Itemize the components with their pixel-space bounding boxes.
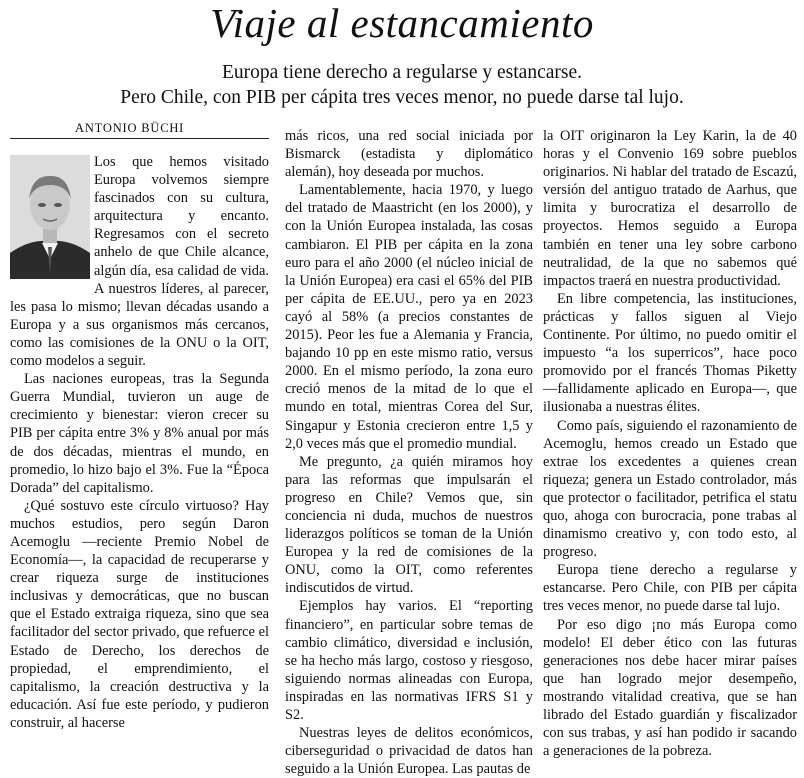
author-portrait: [10, 155, 90, 279]
deck-line-2: Pero Chile, con PIB per cápita tres veces menor, no puede darse tal lujo.: [120, 87, 684, 108]
paragraph-3-4: Europa tiene derecho a regularse y estancarse. Pero Chile, con PIB per cápita tres veces menor, no puede darse tal lujo.: [543, 562, 797, 615]
paragraph-3-1: la OIT originaron la Ley Karin, la de 40 horas y el Convenio 169 sobre pueblos originarios. Ni hablar del tratado de Escazú, versión del antiguo tratado de Aarhus, que limita y burocratiza el desarrollo de proyectos. Hemos seguido a Europa también en tener una ley sobre carbono neutralidad, de la que no sabemos qué impactos traerá en nuestra productividad.: [543, 128, 797, 289]
paragraph-1-1: Los que hemos visitado Europa volvemos siempre fascinados con su cultura, arquitectura y encanto. Regresamos con el secreto anhelo de que Chile alcance, algún día, esa calidad de vida. A nuestros líderes, al parecer, les pasa lo mismo; llevan décadas usando a Europa y a sus organismos más cercanos, como las comisiones de la ONU o la OIT, como modelos a seguir.: [10, 154, 269, 370]
deck-line-1: Europa tiene derecho a regularse y estancarse.: [221, 62, 583, 83]
paragraph-1-2: Las naciones europeas, tras la Segunda Guerra Mundial, tuvieron un auge de crecimiento y bienestar: vieron crecer su PIB per cápita entre 3% y 8% anual por más de dos décadas, mientras el mundo, en promedio, lo hizo bajo el 3%. Fue la “Época Dorada” del capitalismo.: [10, 371, 269, 496]
paragraph-1-3: ¿Qué sostuvo este círculo virtuoso? Hay muchos estudios, pero según Daron Acemoglu —reciente Premio Nobel de Economía—, la capacidad de recuperarse y crear riqueza surge de instituciones inclusivas y democráticas, que no buscan que el Estado extraiga riqueza, sino que sea facilitador del sector privado, que refuerce el Estado de Derecho, los derechos de propiedad, el emprendimiento, el capitalismo, la creación destructiva y la educación. Así fue este período, y pudieron construir, al hacerse: [10, 497, 269, 731]
article-deck: [0, 60, 804, 110]
paragraph-3-5: Por eso digo ¡no más Europa como modelo! El deber ético con las futuras generaciones nos debe hacer mirar países que han logrado mejor desempeño, mostrando vitalidad creativa, que se han librado del Estado guardián y fiscalizador con sus trabas, y así han podido ir sacando a generaciones de la pobreza.: [543, 616, 797, 760]
article-title: Viaje al estancamiento: [210, 0, 594, 46]
paragraph-2-4: Ejemplos hay varios. El “reporting financiero”, en particular sobre temas de cambio climático, diversidad e inclusión, se ha hecho más largo, costoso y riesgoso, siguiendo normas alineadas con Europa, inspiradas en las normativas IFRS S1 y S2.: [285, 598, 533, 723]
paragraph-3-3: Como país, siguiendo el razonamiento de Acemoglu, hemos creado un Estado que extrae los excedentes a quienes crean riqueza; genera un Estado controlador, más que protector o facilitador, petrifica el statu quo, ahoga con burocracia, pone trabas al dinamismo creativo y, con todo esto, al progreso.: [543, 417, 797, 561]
paragraph-2-3: Me pregunto, ¿a quién miramos hoy para las reformas que impulsarán el progreso en Chile? Vemos que, sin conciencia ni duda, muchos de nuestros liderazgos políticos se toman de la Unión Europea y la red de comisiones de la ONU, como la OIT, como referentes indiscutidos de virtud.: [285, 453, 533, 597]
author-byline: ANTONIO BÜCHI: [75, 121, 185, 135]
column-3: [543, 127, 797, 760]
paragraph-3-2: En libre competencia, las instituciones, prácticas y fallos siguen al Viejo Continente. Por último, no puedo omitir el impuesto “a los superricos”, hace poco promovido por el francés Thomas Piketty —fallidamente aplicado en Europa—, que ilusionaba a nuestras élites.: [543, 290, 797, 416]
column-1: [10, 153, 269, 732]
column-2: [285, 127, 533, 778]
paragraph-2-5: Nuestras leyes de delitos económicos, ciberseguridad o privacidad de datos han seguido a la Unión Europea. Las pautas de: [285, 725, 533, 778]
paragraph-2-2: Lamentablemente, hacia 1970, y luego del tratado de Maastricht (en los 2000), y con la Unión Europea instalada, las cosas cambiaron. El PIB per cápita en la zona euro para el año 2000 (el núcleo inicial de la Unión Europea) era casi el 65% del PIB per cápita de EE.UU., pero ya en 2023 cayó al 58% (a precios constantes de 2015). Peor les fue a Alemania y Francia, bajando 10 pp en este mismo ratio, versus 2000. En el mismo período, la zona euro creció menos de la mitad de lo que el mundo en total, mientras Corea del Sur, Singapur y Estonia crecieron entre 1,5 y 2,0 veces más que el promedio mundial.: [285, 182, 533, 452]
byline-divider: [10, 138, 269, 139]
paragraph-2-1: más ricos, una red social iniciada por Bismarck (estadista y diplomático alemán), hoy deseada por muchos.: [285, 128, 533, 181]
